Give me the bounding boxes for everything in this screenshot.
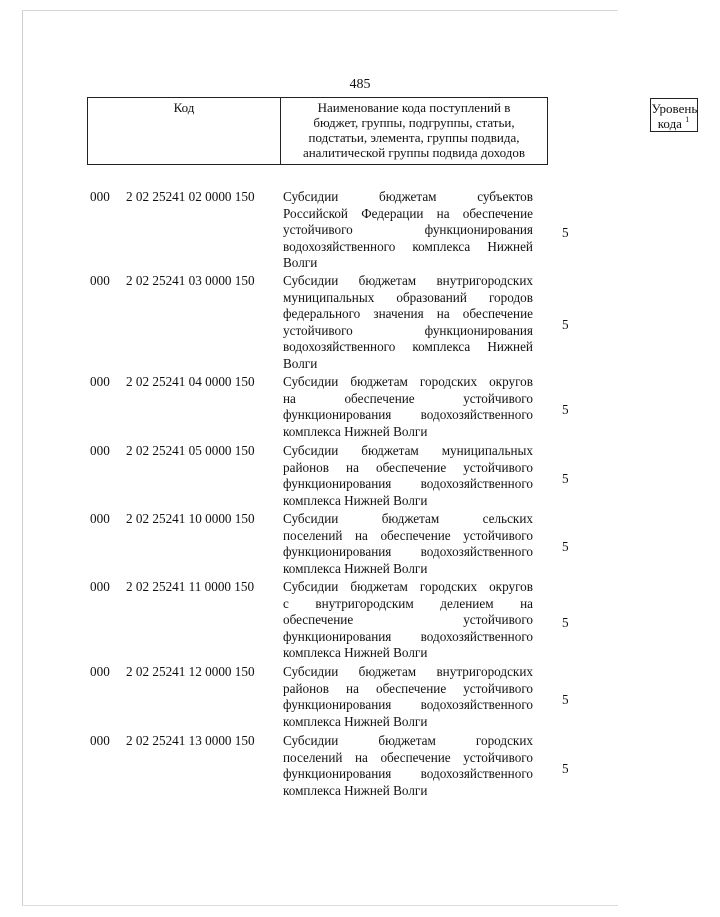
description-line: Волги xyxy=(283,255,318,270)
admin-code: 000 xyxy=(90,664,110,679)
description-line: функционирования водохозяйственного xyxy=(283,766,533,781)
code-level: 5 xyxy=(562,615,569,630)
revenue-description xyxy=(283,443,533,509)
description-line: комплекса Нижней Волги xyxy=(283,713,428,729)
admin-code: 000 xyxy=(90,511,110,526)
table-row xyxy=(0,443,640,509)
page-number: 485 xyxy=(349,77,371,92)
revenue-code: 2 02 25241 04 0000 150 xyxy=(126,374,255,389)
description-line: комплекса Нижней Волги xyxy=(283,782,428,798)
table-row xyxy=(0,579,640,662)
header-name-line: аналитической группы подвида доходов xyxy=(302,145,526,160)
header-name xyxy=(281,98,548,165)
description-line: Волги xyxy=(283,355,318,371)
description-line: функционирования водохозяйственного xyxy=(283,697,533,712)
admin-code: 000 xyxy=(90,374,110,389)
scan-edge-bottom xyxy=(22,905,618,906)
description-line: на обеспечение устойчивого xyxy=(283,390,533,406)
revenue-description xyxy=(283,664,533,730)
header-level-line: Уровень xyxy=(651,100,698,116)
header-level-text: кода xyxy=(657,115,682,131)
description-line: водохозяйственного комплекса Нижней xyxy=(283,238,533,254)
scan-edge-top xyxy=(22,10,618,11)
revenue-code: 2 02 25241 10 0000 150 xyxy=(126,511,255,526)
table-header xyxy=(87,97,698,165)
description-line: районов на обеспечение устойчивого xyxy=(283,680,533,696)
admin-code: 000 xyxy=(90,443,110,458)
revenue-description xyxy=(283,733,533,799)
revenue-description xyxy=(283,579,533,662)
description-line: Субсидии бюджетам субъектов xyxy=(283,189,533,204)
revenue-code: 2 02 25241 03 0000 150 xyxy=(126,273,255,288)
description-line: устойчивого функционирования xyxy=(283,222,533,237)
table-row xyxy=(0,733,640,799)
header-name-line: подстатьи, элемента, группы подвида, xyxy=(308,130,520,145)
code-level: 5 xyxy=(562,691,569,707)
admin-code: 000 xyxy=(90,189,110,204)
header-level xyxy=(650,98,698,132)
table-row xyxy=(0,374,640,440)
header-code: Код xyxy=(88,98,281,165)
description-line: Субсидии бюджетам городских округов xyxy=(283,374,533,389)
admin-code: 000 xyxy=(90,733,110,748)
description-line: поселений на обеспечение устойчивого xyxy=(283,749,533,765)
table-row xyxy=(0,273,640,372)
description-line: Субсидии бюджетам городских xyxy=(283,733,533,748)
admin-code: 000 xyxy=(90,579,110,594)
revenue-code: 2 02 25241 11 0000 150 xyxy=(126,579,255,594)
revenue-description xyxy=(283,189,533,272)
revenue-code: 2 02 25241 12 0000 150 xyxy=(126,664,255,679)
code-level: 5 xyxy=(562,401,569,417)
description-line: Субсидии бюджетам муниципальных xyxy=(283,443,533,458)
header-level-line xyxy=(652,116,696,131)
description-line: функционирования водохозяйственного xyxy=(283,407,533,422)
revenue-description xyxy=(283,511,533,577)
description-line: комплекса Нижней Волги xyxy=(283,645,428,660)
description-line: муниципальных образований городов xyxy=(283,289,533,305)
description-line: Российской Федерации на обеспечение xyxy=(283,205,533,221)
description-line: комплекса Нижней Волги xyxy=(283,423,428,439)
description-line: функционирования водохозяйственного xyxy=(283,544,533,559)
description-line: функционирования водохозяйственного xyxy=(283,628,533,644)
revenue-code: 2 02 25241 05 0000 150 xyxy=(126,443,255,458)
header-name-line: бюджет, группы, подгруппы, статьи, xyxy=(313,115,515,130)
description-line: Субсидии бюджетам сельских xyxy=(283,511,533,526)
description-line: комплекса Нижней Волги xyxy=(283,492,428,508)
header-name-line: Наименование кода поступлений в xyxy=(317,100,511,115)
footnote-mark: 1 xyxy=(685,114,690,124)
table-row xyxy=(0,664,640,730)
table-row xyxy=(0,511,640,577)
description-line: Субсидии бюджетам внутригородских xyxy=(283,664,533,679)
table-row xyxy=(0,189,640,272)
code-level: 5 xyxy=(562,538,569,554)
description-line: поселений на обеспечение устойчивого xyxy=(283,527,533,543)
description-line: Субсидии бюджетам внутригородских xyxy=(283,273,533,288)
admin-code: 000 xyxy=(90,273,110,288)
description-line: с внутригородским делением на xyxy=(283,595,533,611)
description-line: Субсидии бюджетам городских округов xyxy=(283,579,533,594)
description-line: комплекса Нижней Волги xyxy=(283,560,428,576)
description-line: обеспечение устойчивого xyxy=(283,612,533,627)
description-line: функционирования водохозяйственного xyxy=(283,476,533,491)
code-level: 5 xyxy=(562,470,569,486)
description-line: устойчивого функционирования xyxy=(283,322,533,338)
revenue-code: 2 02 25241 02 0000 150 xyxy=(126,189,255,204)
description-line: районов на обеспечение устойчивого xyxy=(283,459,533,475)
revenue-description xyxy=(283,273,533,372)
description-line: водохозяйственного комплекса Нижней xyxy=(283,339,533,354)
code-level: 5 xyxy=(562,317,569,333)
code-level: 5 xyxy=(562,760,569,776)
revenue-code: 2 02 25241 13 0000 150 xyxy=(126,733,255,748)
revenue-description xyxy=(283,374,533,440)
code-level: 5 xyxy=(562,225,569,240)
description-line: федерального значения на обеспечение xyxy=(283,306,533,321)
